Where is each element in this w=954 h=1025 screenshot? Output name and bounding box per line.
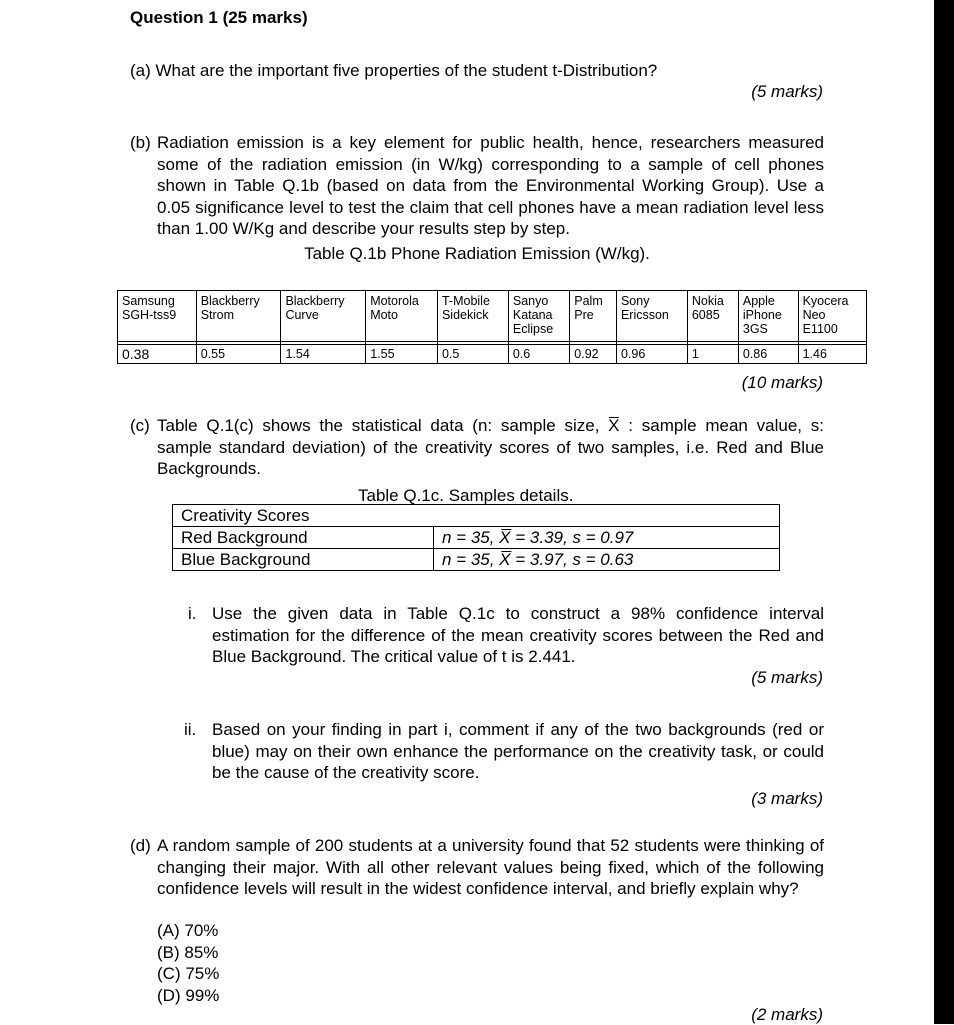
phone-name-line: SGH-tss9 [122, 308, 177, 322]
phone-name-cell [798, 291, 866, 342]
phone-name-cell [118, 291, 197, 342]
part-b-marks: (10 marks) [741, 373, 823, 392]
phone-name-line: Curve [285, 308, 319, 322]
option-d: (D) 99% [157, 985, 220, 1005]
phone-value-cell: 0.5 [437, 345, 508, 364]
phone-value-cell: 1.54 [281, 345, 366, 364]
phone-value-cell: 1 [687, 345, 738, 364]
phone-name-line: Ericsson [620, 308, 669, 322]
phone-name-line: Palm [574, 294, 603, 308]
part-c-label: (c) [130, 416, 150, 435]
phone-name-line: Moto [370, 308, 398, 322]
sub-i-label: i. [188, 604, 197, 623]
phone-name-cell [281, 291, 366, 342]
phone-value-cell: 0.86 [738, 345, 798, 364]
phone-name-cell [196, 291, 281, 342]
samples-header-cell: Creativity Scores [173, 505, 780, 527]
phone-value-cell: 1.55 [366, 345, 438, 364]
phone-header-row [118, 291, 867, 342]
part-d-marks: (2 marks) [751, 1005, 823, 1024]
phone-name-line: 3GS [742, 322, 768, 336]
samples-value-blue: n = 35, X̅ = 3.97, s = 0.63 [434, 549, 780, 571]
phone-name-line: Blackberry [200, 294, 260, 308]
phone-name-line: Sanyo [512, 294, 549, 308]
page-edge-bar [934, 0, 954, 1024]
phone-value-cell: 1.46 [798, 345, 866, 364]
samples-label-blue: Blue Background [173, 549, 434, 571]
phone-name-line: Sony [620, 294, 650, 308]
part-a-text: (a) What are the important five properties of the student t-Distribution? [130, 61, 658, 80]
samples-row-red [173, 527, 780, 549]
samples-label-red: Red Background [173, 527, 434, 549]
option-c: (C) 75% [157, 964, 220, 983]
phone-values-row [118, 345, 867, 364]
sub-ii-text: Based on your finding in part i, comment if any of the two backgrounds (red or blue) may on their own enhance the performance on the creativity task, or could be the cause of the creativity score. [212, 720, 824, 782]
table-q1b-caption [0, 243, 954, 265]
phone-value-cell: 0.6 [508, 345, 569, 364]
phone-radiation-table [117, 290, 867, 364]
phone-name-line: Strom [200, 308, 235, 322]
phone-value-cell: 0.55 [196, 345, 281, 364]
phone-name-cell [366, 291, 438, 342]
phone-name-line: Nokia [691, 294, 724, 308]
samples-row-blue [173, 549, 780, 571]
phone-value-cell: 0.38 [118, 345, 197, 364]
question-title: Question 1 (25 marks) [130, 8, 308, 27]
phone-name-cell [508, 291, 569, 342]
phone-name-line: E1100 [802, 322, 838, 336]
phone-value-cell: 0.96 [616, 345, 687, 364]
phone-name-line: Neo [802, 308, 826, 322]
phone-name-line: iPhone [742, 308, 782, 322]
sub-i-text: Use the given data in Table Q.1c to construct a 98% confidence interval estimation for the difference of the mean creativity scores between the Red and Blue Background. The critical value of t is 2.441. [212, 604, 824, 666]
part-d-label: (d) [130, 836, 151, 855]
part-d-text: A random sample of 200 students at a university found that 52 students were thinking of changing their major. With all other relevant values being fixed, which of the following confidence levels will result in the widest confidence interval, and briefly explain why? [157, 836, 824, 898]
phone-name-cell [616, 291, 687, 342]
phone-name-line: Blackberry [285, 294, 345, 308]
part-b-text: Radiation emission is a key element for public health, hence, researchers measured some of the radiation emission (in W/kg) corresponding to a sample of cell phones shown in Table Q.1b (based on data from the Environmental Working Group). Use a 0.05 significance level to test the claim that cell phones have a mean radiation level less than 1.00 W/Kg and describe your results step by step. [157, 133, 824, 238]
phone-name-cell [437, 291, 508, 342]
phone-name-line: Katana [512, 308, 553, 322]
table-q1c-caption: Table Q.1c. Samples details. [358, 486, 574, 505]
phone-name-cell [570, 291, 617, 342]
part-d-options [157, 920, 219, 1006]
option-b: (B) 85% [157, 942, 219, 962]
samples-value-red: n = 35, X̅ = 3.39, s = 0.97 [434, 527, 780, 549]
phone-name-line: Samsung [122, 294, 175, 308]
phone-name-line: Motorola [370, 294, 419, 308]
part-c-text: Table Q.1(c) shows the statistical data (n: sample size, X̅ : sample mean value, s: sample standard deviation) of the creativity scores of two samples, i.e. Red and Blue Backgrounds. [157, 416, 824, 478]
part-a-marks: (5 marks) [751, 82, 823, 101]
samples-table [172, 504, 780, 571]
sub-ii-label: ii. [184, 720, 197, 739]
phone-value-cell: 0.92 [570, 345, 617, 364]
phone-name-line: Pre [574, 308, 594, 322]
sub-ii-marks: (3 marks) [751, 789, 823, 808]
phone-name-line: Eclipse [512, 322, 554, 336]
samples-header-row [173, 505, 780, 527]
phone-name-cell [687, 291, 738, 342]
phone-name-line: T-Mobile [441, 294, 490, 308]
phone-name-line: Apple [742, 294, 775, 308]
option-a: (A) 70% [157, 921, 219, 940]
phone-name-cell [738, 291, 798, 342]
phone-name-line: Kyocera [802, 294, 849, 308]
phone-name-line: 6085 [691, 308, 720, 322]
sub-i-marks: (5 marks) [751, 668, 823, 687]
phone-name-line: Sidekick [441, 308, 489, 322]
table-q1b-caption-text: Table Q.1b Phone Radiation Emission (W/kg). [304, 244, 650, 263]
part-b-label: (b) [130, 133, 151, 152]
